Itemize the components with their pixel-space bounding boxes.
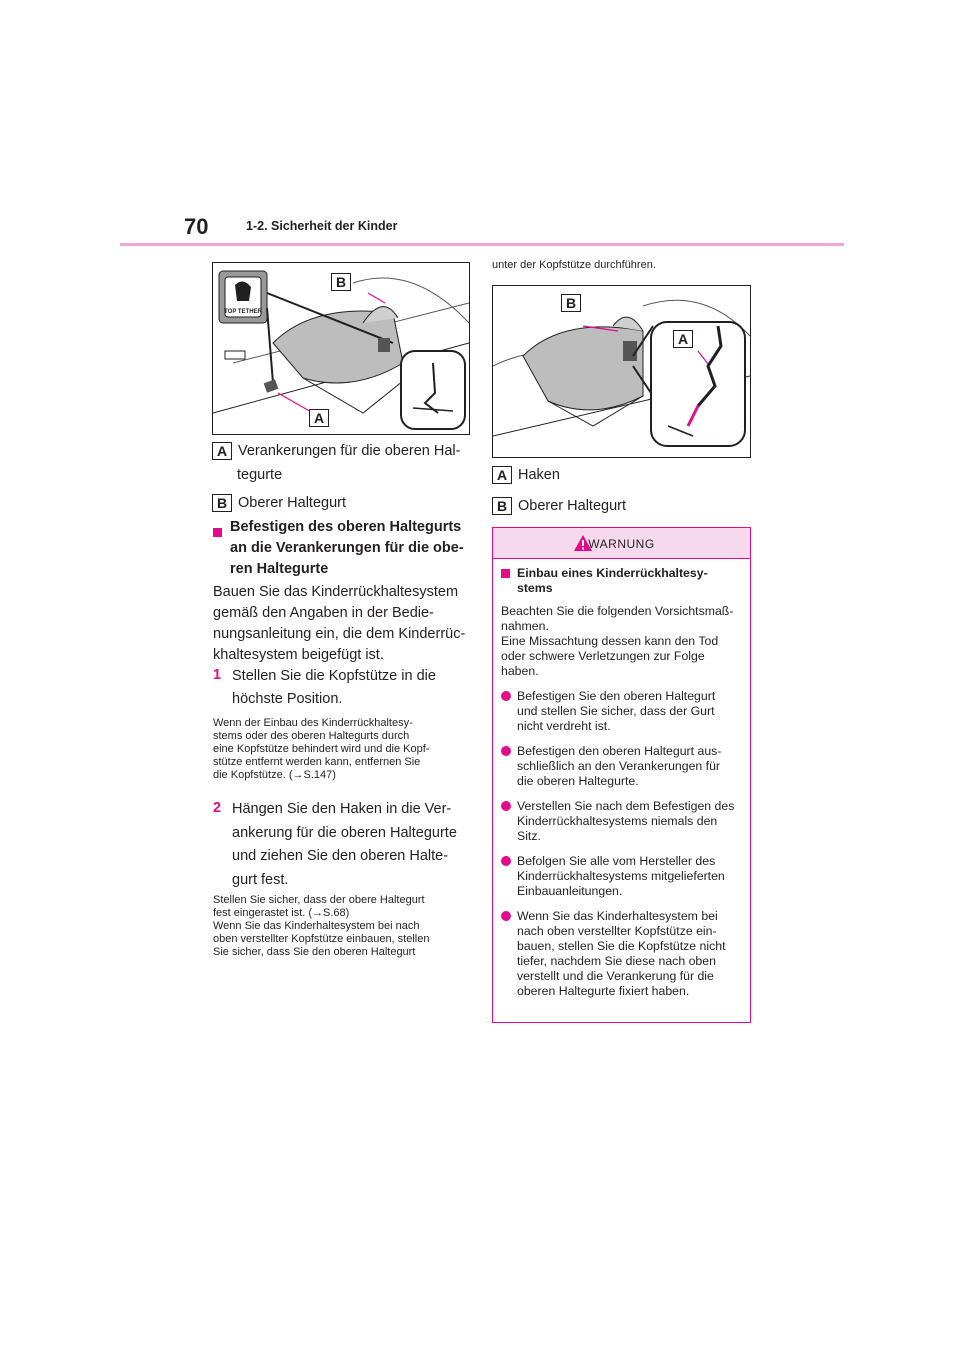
hook-illustration [493, 286, 750, 457]
figure-top-tether-anchors [212, 262, 470, 435]
note-2: Stellen Sie sicher, dass der obere Haltegurt fest eingerastet ist. (→S.68) Wenn Sie das Kinderhaltesystem bei nach oben verstellter Kopfstütze einbauen, stellen Sie sicher, dass Sie den oberen Haltegurt [213, 894, 430, 958]
section-title: 1-2. Sicherheit der Kinder [246, 219, 398, 233]
warning-intro: Beachten Sie die folgenden Vorsichtsmaß- nahmen. Eine Missachtung dessen kann den Tod oder schwere Verletzungen zur Folge haben. [501, 604, 734, 678]
intro-paragraph: Bauen Sie das Kinderrückhaltesystem gemäß den Angaben in der Bedie- nungsanleitung ein, die dem Kinderrüc- khaltesystem beigefügt ist. [213, 584, 466, 663]
warning-bullet: Befolgen Sie alle vom Hersteller des Kinderrückhaltesystems mitgelieferten Einbauanleitungen. [501, 854, 747, 899]
legend-item-a-cont: tegurte [237, 467, 283, 483]
step-1-number: 1 [213, 667, 222, 683]
legend-item-a [492, 464, 560, 486]
legend-item-b [212, 492, 346, 514]
subheading: Befestigen des oberen Haltegurts an die Verankerungen für die obe- ren Haltegurte [230, 519, 464, 577]
legend-key-a: A [492, 466, 512, 484]
warning-bullet: Befestigen Sie den oberen Haltegurt und stellen Sie sicher, dass der Gurt nicht verdreht ist. [501, 689, 747, 734]
callout-b: B [331, 273, 351, 291]
subheading-bullet [213, 524, 222, 542]
callout-b: B [561, 294, 581, 312]
step-2-number: 2 [213, 800, 222, 816]
legend-text: Oberer Haltegurt [238, 495, 346, 511]
header-rule [120, 243, 844, 246]
continuation-text: unter der Kopfstütze durchführen. [492, 259, 656, 271]
legend-item-a [212, 440, 472, 462]
warning-subheading: Einbau eines Kinderrückhaltesy- stems [501, 566, 747, 596]
warning-content [501, 566, 747, 999]
callout-a: A [673, 330, 693, 348]
warning-header [493, 528, 750, 559]
callout-a: A [309, 409, 329, 427]
legend-text: Oberer Haltegurt [518, 498, 626, 514]
page-number: 70 [184, 214, 209, 239]
note-1: Wenn der Einbau des Kinderrückhaltesy- stems oder des oberen Haltegurts durch eine Kopfstütze behindert wird und die Kopf- stütze entfernt werden kann, entfernen Sie die Kopfstütze. (→S.147) [213, 717, 430, 781]
top-tether-icon-text: TOP TETHER [224, 309, 262, 315]
warning-bullet: Verstellen Sie nach dem Befestigen des Kinderrückhaltesystems niemals den Sitz. [501, 799, 747, 844]
warning-bullet: Wenn Sie das Kinderhaltesystem bei nach oben verstellter Kopfstütze ein- bauen, stellen Sie die Kopfstütze nicht tiefer, nachdem Sie diese nach oben verstellt und die Verankerung für die oberen Haltegurte fixiert haben. [501, 909, 747, 999]
step-2-text: Hängen Sie den Haken in die Ver- ankerung für die oberen Haltegurte und ziehen Sie den oberen Halte- gurt fest. [232, 801, 457, 888]
warning-bullet: Befestigen den oberen Haltegurt aus- schließlich an den Verankerungen für die oberen Haltegurte. [501, 744, 747, 789]
legend-item-b [492, 495, 626, 517]
legend-text: Verankerungen für die oberen Hal- [238, 443, 461, 459]
legend-key-a: A [212, 442, 232, 460]
legend-text: Haken [518, 467, 560, 483]
figure-hook-and-tether [492, 285, 751, 458]
warning-title: WARNUNG [588, 537, 655, 551]
step-1-text: Stellen Sie die Kopfstütze in die höchste Position. [232, 668, 436, 707]
legend-key-b: B [492, 497, 512, 515]
legend-key-b: B [212, 494, 232, 512]
warning-box [492, 527, 751, 1023]
